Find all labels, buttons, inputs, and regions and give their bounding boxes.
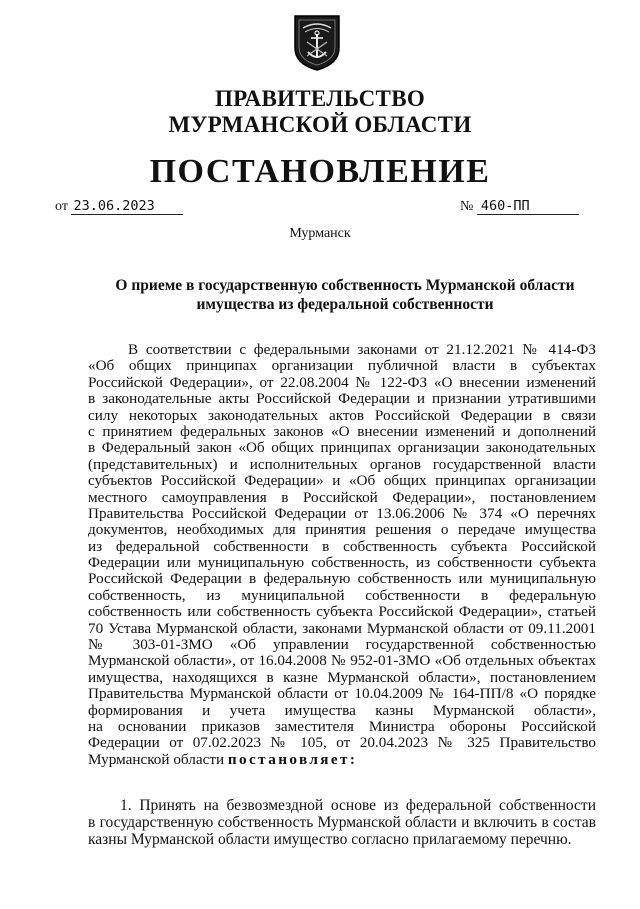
body-line: Мурманской области», от 16.04.2008 № 952-01-ЗМО «Об отдельных объектах (88, 652, 596, 670)
decree-word: постановляет: (227, 750, 358, 768)
body-line: с принятием федеральных законов «О внесении изменений и дополнений (88, 422, 596, 440)
body-line: в Федеральный закон «Об общих принципах организации законодательных (88, 439, 596, 457)
body-line: формирования и учета имущества казны Мурманской области», (88, 701, 596, 719)
document-body (88, 342, 596, 768)
body-line: Российской Федерации», от 22.08.2004 № 122-ФЗ «О внесении изменений (88, 373, 596, 391)
final-prefix: Мурманской области (88, 750, 228, 768)
body-line: из федеральной собственности в собственность субъекта Российской (88, 537, 596, 555)
body-line: 70 Устава Мурманской области, законами Мурманской области от 09.11.2001 (88, 619, 596, 637)
body-line: Федерации или муниципальную собственность, из собственности субъекта (88, 554, 596, 572)
body-line: субъектов Российской Федерации» и «Об общих принципах организации (88, 472, 596, 490)
body-line: Федерации от 07.02.2023 № 105, от 20.04.2023 № 325 Правительство (88, 734, 596, 752)
body-line-final (88, 752, 596, 768)
number-field (460, 198, 579, 215)
body-line: собственность, из муниципальной собственности в федеральную (88, 586, 596, 604)
item-1 (88, 797, 596, 848)
body-line: на основании приказов заместителя Министра обороны Российской (88, 717, 596, 735)
number-value: 460-ПП (477, 198, 579, 215)
document-title (0, 276, 640, 314)
body-line: собственность или собственность субъекта Российской Федерации», статьей (88, 603, 596, 621)
title-line-2: имущества из федеральной собственности (196, 296, 494, 313)
body-line: Российской Федерации в федеральную собственность или муниципальную (88, 570, 596, 588)
body-line: В соответствии с федеральными законами от 21.12.2021 № 414-ФЗ (128, 341, 596, 358)
item-1-line: казны Мурманской области имущество согласно прилагаемому перечню. (88, 831, 572, 848)
body-line: документов, необходимых для принятия решения о передаче имущества (88, 521, 596, 539)
body-line: в законодательные акты Российской Федерации и признании утратившими (88, 390, 596, 408)
item-1-line: 1. Принять на безвозмездной основе из федеральной собственности (120, 797, 596, 814)
coat-of-arms-icon (293, 14, 341, 72)
body-line: (представительных) и исполнительных органов государственной власти (88, 455, 596, 473)
body-line: «Об общих принципах организации публичной власти в субъектах (88, 357, 596, 375)
body-line: имущества, находящихся в казне Мурманской области», постановлением (88, 668, 596, 686)
date-field (55, 198, 183, 215)
document-type: ПОСТАНОВЛЕНИЕ (149, 153, 491, 190)
title-line-1: О приеме в государственную собственность Мурманской области (115, 277, 575, 294)
city: Мурманск (289, 226, 351, 241)
gov-line-1: ПРАВИТЕЛЬСТВО (214, 86, 426, 111)
date-prefix: от (55, 199, 68, 214)
body-line: Правительства Мурманской области от 10.04.2009 № 164-ПП/8 «О порядке (88, 685, 596, 703)
body-line: Правительства Российской Федерации от 13.06.2006 № 374 «О перечнях (88, 504, 596, 522)
body-line: местного самоуправления в Российской Федерации», постановлением (88, 488, 596, 506)
body-line: № 303-01-ЗМО «Об управлении государственной собственностью (88, 636, 596, 654)
body-line: силу некоторых законодательных актов Российской Федерации в связи (88, 406, 596, 424)
gov-line-2: МУРМАНСКОЙ ОБЛАСТИ (168, 112, 472, 137)
number-prefix: № (460, 199, 474, 214)
date-value: 23.06.2023 (71, 198, 183, 215)
government-name (0, 86, 640, 138)
item-1-line: в государственную собственность Мурманской области и включить в состав (88, 814, 596, 831)
